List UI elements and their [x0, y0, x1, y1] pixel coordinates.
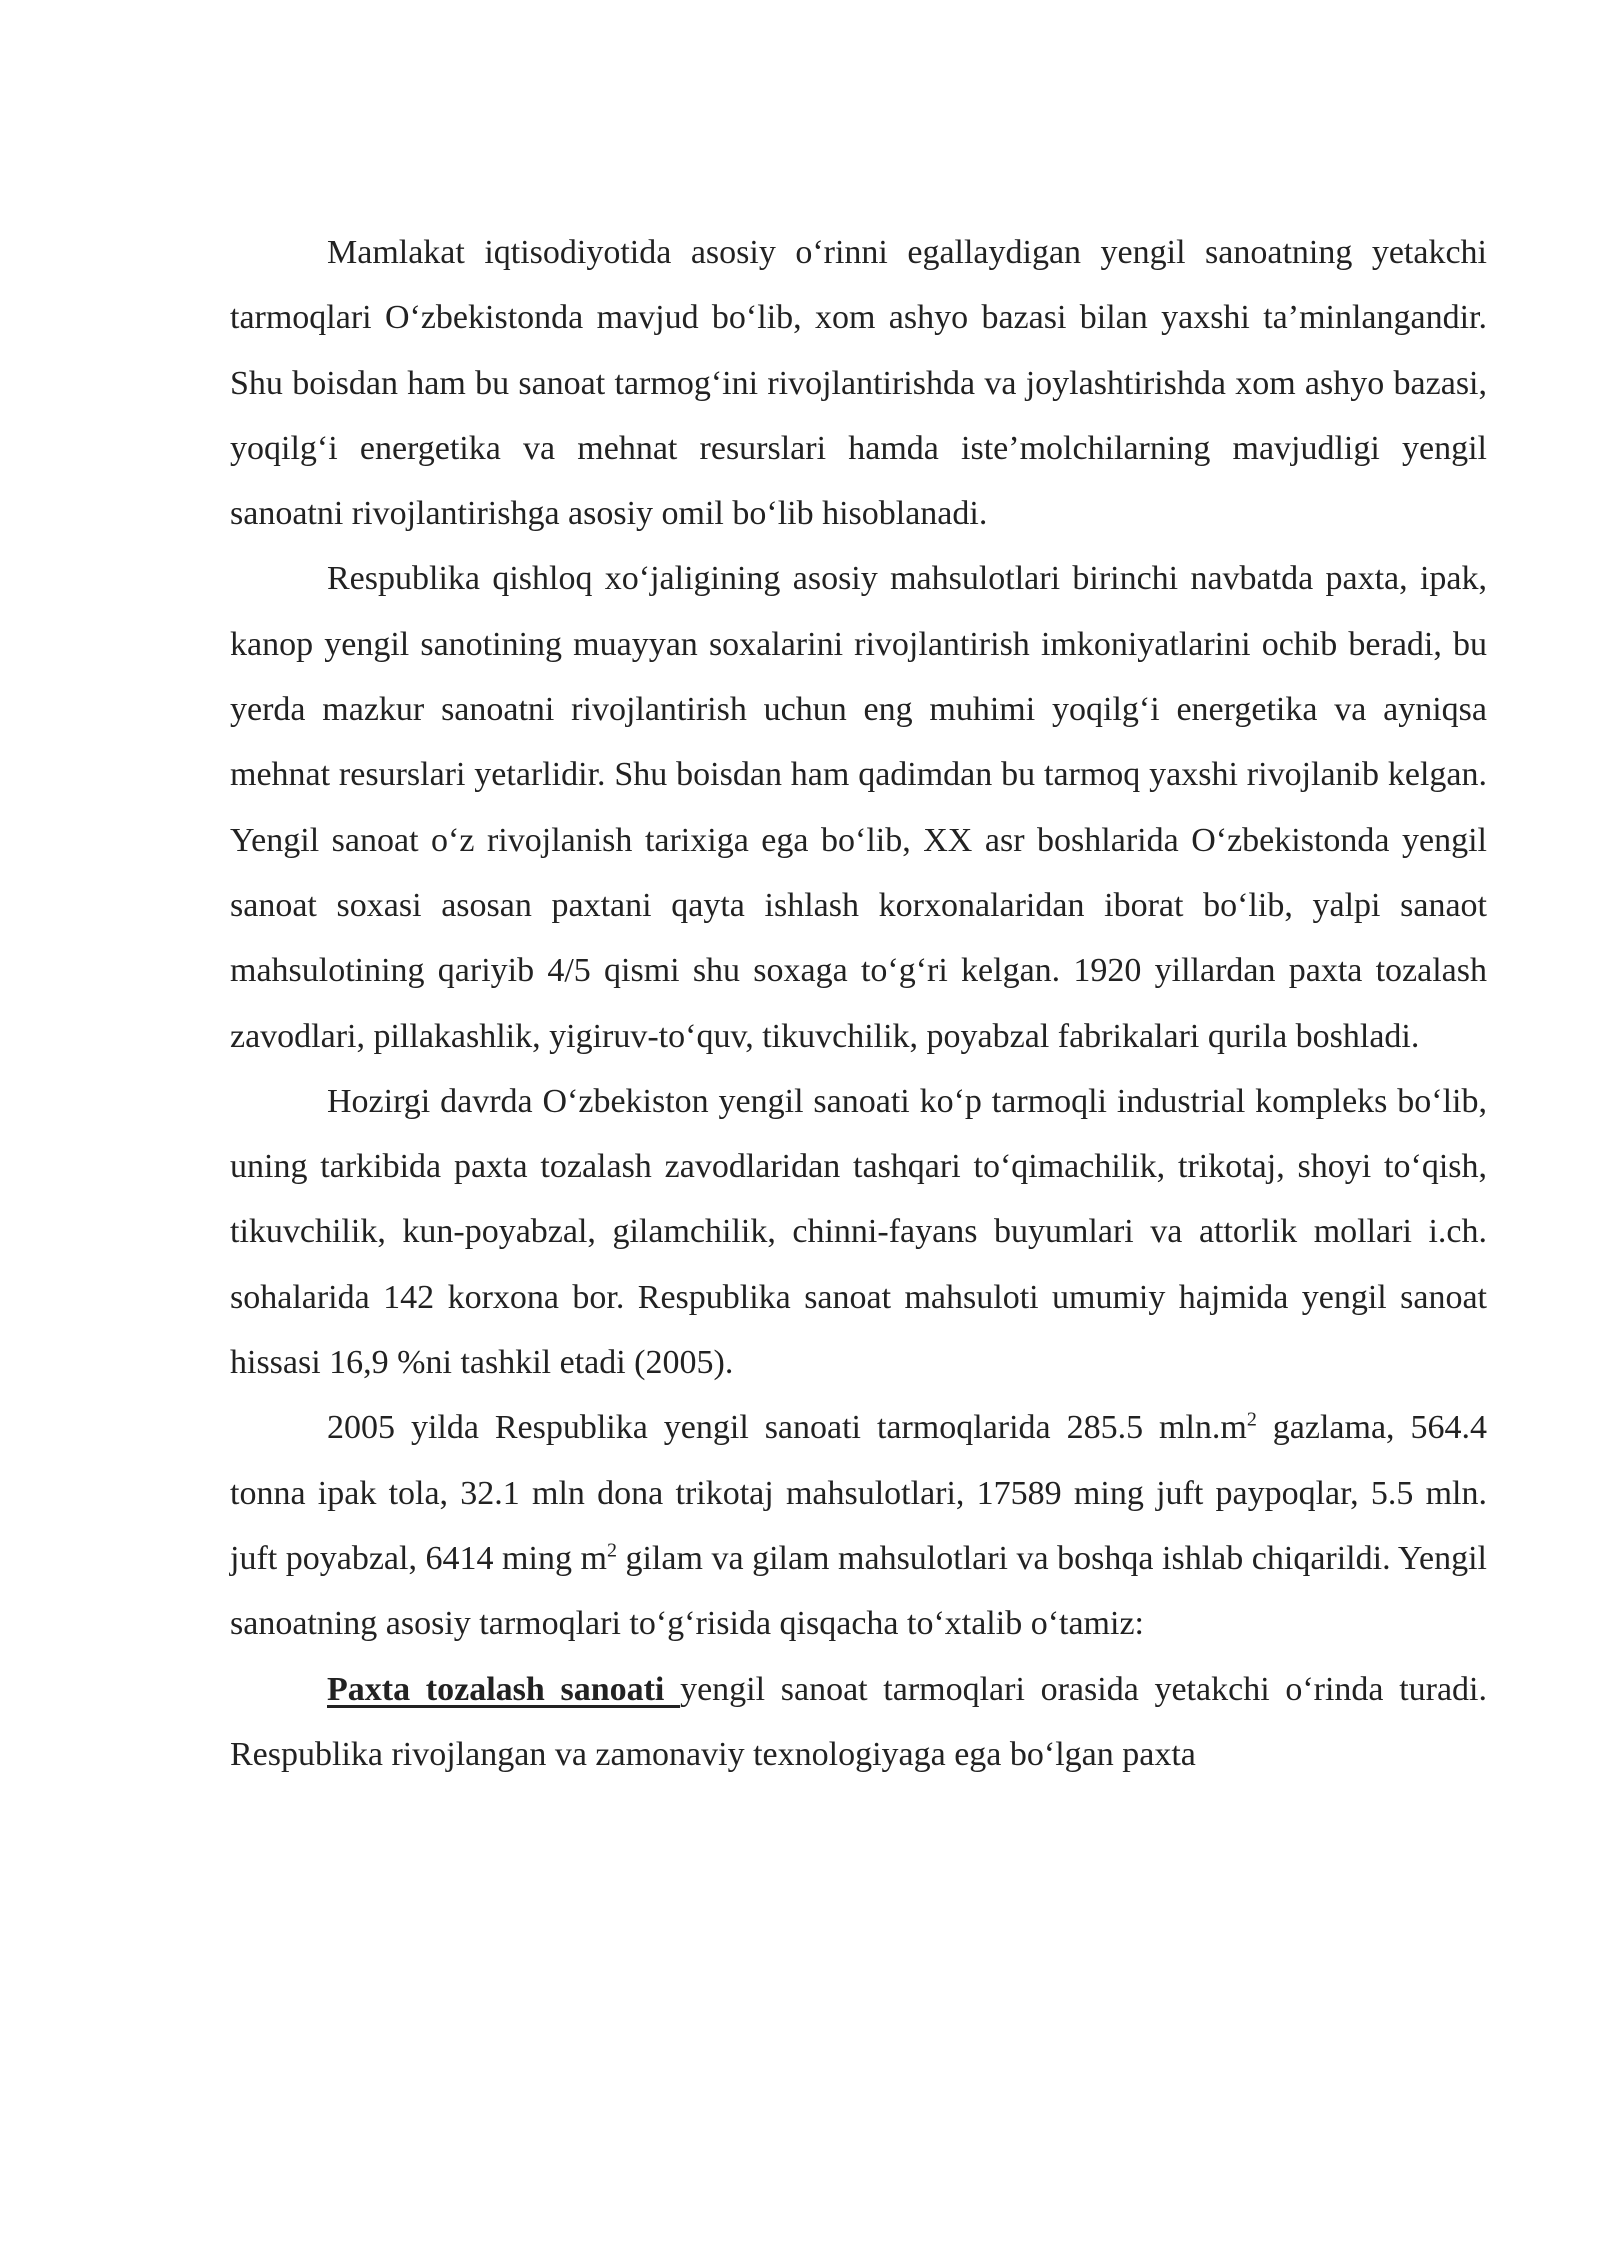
paragraph-2005-production — [230, 1395, 1487, 1656]
cotton-ginning-text: yengil sanoat tarmoqlari orasida yetakchi o‘rinda turadi. Respublika rivojlangan va zamonaviy texnologiyaga ega bo‘lgan paxta — [230, 1670, 1488, 1773]
superscript-2: 2 — [606, 1539, 617, 1562]
paragraph-light-industry-intro: Mamlakat iqtisodiyotida asosiy o‘rinni egallaydigan yengil sanoatning yetakchi tarmoqlari O‘zbekistonda mavjud bo‘lib, xom ashyo bazasi bilan yaxshi ta’minlangandir. Shu boisdan ham bu sanoat tarmog‘ini rivojlantirishda va joylashtirishda xom ashyo bazasi, yoqilg‘i energetika va mehnat resurslari hamda iste’molchilarning mavjudligi yengil sanoatni rivojlantirishga asosiy omil bo‘lib hisoblanadi. — [230, 234, 1487, 533]
body-text — [230, 220, 1487, 1787]
superscript-2: 2 — [1246, 1409, 1257, 1432]
paragraph-agriculture-history: Respublika qishloq xo‘jaligining asosiy mahsulotlari birinchi navbatda paxta, ipak, kanop yengil sanotining muayyan soxalarini rivojlantirish imkoniyatlarini ochib beradi, bu yerda mazkur sanoatni rivojlantirish uchun eng muhimi yoqilg‘i energetika va ayniqsa mehnat resurslari yetarlidir. Shu boisdan ham qadimdan bu tarmoq yaxshi rivojlanib kelgan. Yengil sanoat o‘z rivojlanish tarixiga ega bo‘lib, XX asr boshlarida O‘zbekistonda yengil sanoat soxasi asosan paxtani qayta ishlash korxonalaridan iborat bo‘lib, yalpi sanaot mahsulotining qariyib 4/5 qismi shu soxaga to‘g‘ri kelgan. 1920 yillardan paxta tozalash zavodlari, pillakashlik, yigiruv-to‘quv, tikuvchilik, poyabzal fabrikalari qurila boshladi. — [230, 560, 1487, 1055]
section-heading-cotton-ginning: Paxta tozalash sanoati — [327, 1670, 681, 1708]
production-text-part2: gazlama, 564.4 tonna ipak tola, 32.1 mln dona trikotaj mahsulotlari, 17589 ming juft paypoqlar, 5.5 mln. juft poyabzal, 6414 ming m — [230, 1409, 1487, 1577]
paragraph-cotton-ginning — [230, 1657, 1487, 1788]
production-text-part3: gilam va gilam mahsulotlari va boshqa ishlab chiqarildi. Yengil sanoatning asosiy tarmoqlari to‘g‘risida qisqacha to‘xtalib o‘tamiz: — [230, 1539, 1487, 1643]
production-text-part1: 2005 yilda Respublika yengil sanoati tarmoqlarida 285.5 mln.m — [327, 1409, 1247, 1447]
paragraph-current-complex: Hozirgi davrda O‘zbekiston yengil sanoati ko‘p tarmoqli industrial kompleks bo‘lib, uning tarkibida paxta tozalash zavodlaridan tashqari to‘qimachilik, trikotaj, shoyi to‘qish, tikuvchilik, kun-poyabzal, gilamchilik, chinni-fayans buyumlari va attorlik mollari i.ch. sohalarida 142 korxona bor. Respublika sanoat mahsuloti umumiy hajmida yengil sanoat hissasi 16,9 %ni tashkil etadi (2005). — [230, 1082, 1487, 1382]
